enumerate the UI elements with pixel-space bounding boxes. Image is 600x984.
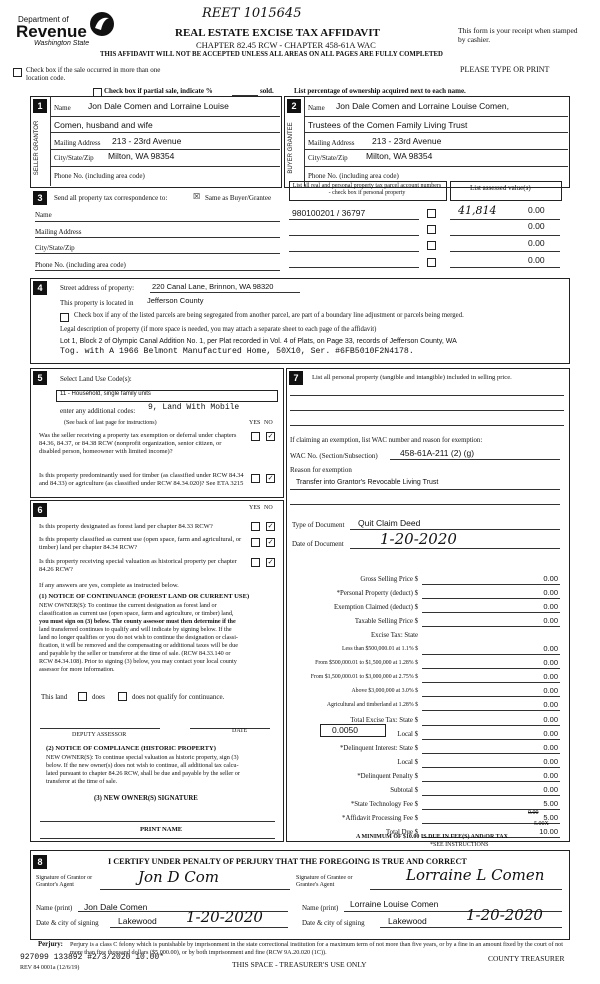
seller-city-state-zip[interactable]: Milton, WA 98354 [108, 151, 175, 161]
county-treasurer: COUNTY TREASURER [488, 954, 565, 963]
grantee-city[interactable]: Lakewood [388, 916, 427, 926]
section5-no-header: NO [264, 420, 273, 426]
notice1-line: you must sign on (3) below. The county assessor must then determine if the [39, 618, 236, 625]
cashier-stamp: 927099 133892 #2/3/2020 10.00* [20, 953, 165, 962]
minimum-due: A MINIMUM OF $10.00 IS DUE IN FEE(S) AND/OR TAX [356, 834, 508, 840]
send-correspondence-label: Send all property tax correspondence to: [54, 194, 168, 202]
corr-phone-label: Phone No. (including area code) [35, 261, 126, 269]
form-warning: THIS AFFIDAVIT WILL NOT BE ACCEPTED UNLESS ALL AREAS ON ALL PAGES ARE FULLY COMPLETED [100, 51, 443, 58]
grantee-date[interactable]: 1-20-2020 [466, 906, 543, 924]
tax-row-value[interactable]: 0.00 [543, 700, 558, 710]
new-owner-signature-title: (3) NEW OWNER(S) SIGNATURE [94, 795, 198, 802]
assessed-value-2[interactable]: 0.00 [528, 221, 545, 231]
notice-continuance-title: (1) NOTICE OF CONTINUANCE (FOREST LAND OR CURRENT USE) [39, 593, 250, 600]
section6-question3: Is this property receiving special valuation as historical property per chapter 84.26 RCW? [39, 558, 237, 573]
tax-row-value[interactable]: 0.00 [543, 784, 558, 794]
assessed-value-3[interactable]: 0.00 [528, 238, 545, 248]
personal-property-checkbox-2[interactable] [427, 225, 436, 234]
buyer-name-line2[interactable]: Trustees of the Comen Family Living Trust [308, 120, 468, 130]
personal-property-checkbox-4[interactable] [427, 258, 436, 267]
segregated-checkbox[interactable] [60, 313, 69, 322]
buyer-mail-label: Mailing Address [308, 139, 355, 147]
certify-statement: I CERTIFY UNDER PENALTY OF PERJURY THAT THE FOREGOING IS TRUE AND CORRECT [108, 857, 467, 866]
tax-row-label: Total Excise Tax: State $ [350, 716, 418, 724]
doc-type-label: Type of Document [292, 521, 345, 529]
seller-phone-label: Phone No. (including area code) [54, 172, 145, 180]
seller-name[interactable]: Jon Dale Comen and Lorraine Louise [88, 101, 229, 111]
corr-city-label: City/State/Zip [35, 244, 75, 252]
historic-yes-checkbox[interactable] [251, 558, 260, 567]
assessed-header: List assessed value(s) [470, 184, 531, 192]
q1-no-checkbox[interactable]: ✓ [267, 432, 274, 440]
tax-row-value[interactable]: 0.00 [543, 686, 558, 696]
tax-row-value[interactable]: 0.00 [543, 658, 558, 668]
tax-row-value[interactable]: 5.00 [543, 812, 558, 822]
personal-property-checkbox-3[interactable] [427, 241, 436, 250]
forest-yes-checkbox[interactable] [251, 522, 260, 531]
additional-codes-value[interactable]: 9, Land With Mobile [148, 403, 240, 412]
partial-sale-label: Check box if partial sale, indicate % [104, 87, 213, 95]
section5-question2: Is this property predominantly used for timber (as classified under RCW 84.34 and 84.33) or agriculture (as classified under RCW 84.34.020)? See ETA 3215 [39, 472, 244, 487]
assessor-date-label: DATE [232, 728, 248, 734]
parcel-number-1[interactable]: 980100201 / 36797 [292, 208, 366, 218]
buyer-phone-label: Phone No. (including area code) [308, 172, 399, 180]
tax-row-value[interactable]: 0.00 [543, 616, 558, 626]
section-3-number: 3 [33, 191, 47, 205]
historic-no-checkbox[interactable]: ✓ [267, 558, 274, 566]
affidavit-fee-struck: 0.00 [528, 810, 539, 816]
grantor-date[interactable]: 1-20-2020 [186, 908, 263, 926]
section-7-number: 7 [289, 371, 303, 385]
land-does-checkbox[interactable] [78, 692, 87, 701]
seller-name-line2[interactable]: Comen, husband and wife [54, 120, 153, 130]
land-use-label: Select Land Use Code(s): [60, 375, 132, 383]
print-name-label: PRINT NAME [140, 826, 183, 833]
seller-side-label: SELLER GRANTOR [34, 120, 40, 176]
perjury-text: Perjury is a class C felony which is punishable by imprisonment in the state correctional institution for a maximum term of not more than five years, or by a fine in an amount fixed by the court of not more than five thousand dollars ($5,000.00), or by both imprisonment and fine (RCW 9A.20.020 (1C)). [70, 941, 563, 956]
buyer-city-label: City/State/Zip [308, 154, 348, 162]
tax-row-label: Subtotal $ [390, 786, 418, 794]
same-as-buyer-checkbox[interactable]: ☒ [193, 192, 201, 201]
section-2-number: 2 [287, 99, 301, 113]
q2-yes-checkbox[interactable] [251, 474, 260, 483]
current-use-no-checkbox[interactable]: ✓ [267, 538, 274, 546]
tax-row-label: Exemption Claimed (deduct) $ [334, 604, 418, 612]
doc-date[interactable]: 1-20-2020 [380, 530, 457, 548]
section5-yes-header: YES [249, 420, 261, 426]
forest-no-checkbox[interactable]: ✓ [267, 522, 274, 530]
grantee-name-print-label: Name (print) [302, 904, 339, 912]
multi-location-label: Check box if the sale occurred in more than one location code. [26, 66, 161, 82]
grantor-signature[interactable]: Jon D Com [138, 868, 219, 886]
assessed-value-handwritten: 41,814 [458, 204, 497, 217]
tax-row-label: Less than $500,000.01 at 1.1% $ [342, 646, 418, 653]
seller-mailing-address[interactable]: 213 - 23rd Avenue [112, 136, 182, 146]
notice2-line: lated pursuant to chapter 84.26 RCW, shall be due and payable by the seller or [46, 770, 240, 777]
grantor-city[interactable]: Lakewood [118, 916, 157, 926]
tax-row-value[interactable]: 0.00 [543, 756, 558, 766]
sold-label: sold. [260, 87, 274, 95]
tax-row-value[interactable]: 0.00 [543, 574, 558, 583]
doc-type[interactable]: Quit Claim Deed [358, 518, 421, 528]
see-instructions: *SEE INSTRUCTIONS [430, 842, 489, 848]
parcel-header: List all real and personal property tax parcel account numbers - check box if personal property [292, 183, 442, 196]
same-as-buyer-label: Same as Buyer/Grantee [205, 194, 272, 202]
grantor-signature-label: Signature of Grantor or Grantor's Agent [36, 875, 93, 888]
additional-codes-label: enter any additional codes: [60, 407, 136, 415]
grantee-date-city-label: Date & city of signing [302, 919, 365, 927]
wac-label: WAC No. (Section/Subsection) [290, 452, 378, 460]
treasurer-use-only: THIS SPACE - TREASURER'S USE ONLY [232, 960, 367, 969]
q1-yes-checkbox[interactable] [251, 432, 260, 441]
assessed-value-1[interactable]: 0.00 [528, 205, 545, 215]
buyer-mailing-address[interactable]: 213 - 23rd Avenue [372, 136, 442, 146]
q2-no-checkbox[interactable]: ✓ [267, 474, 274, 482]
tax-row-label: From $500,000.01 to $1,500,000 at 1.28% $ [315, 660, 418, 667]
section-4-number: 4 [33, 281, 47, 295]
local-rate: 0.0050 [332, 725, 358, 735]
see-back-note: (See back of last page for instructions) [64, 420, 157, 426]
tax-row-label: Agricultural and timberland at 1.28% $ [326, 702, 418, 709]
seller-mail-label: Mailing Address [54, 139, 101, 147]
revenue-logo-icon [89, 10, 115, 38]
section-8-number: 8 [33, 855, 47, 869]
tax-row-label: *Affidavit Processing Fee $ [342, 814, 418, 822]
corr-mail-label: Mailing Address [35, 228, 82, 236]
street-address[interactable]: 220 Canal Lane, Brinnon, WA 98320 [152, 282, 274, 291]
current-use-yes-checkbox[interactable] [251, 538, 260, 547]
land-use-value: 11 - Household, single family units [60, 391, 151, 397]
notice1-line: assessor for more information. [39, 666, 115, 673]
buyer-name[interactable]: Jon Dale Comen and Lorraine Louise Comen, [336, 101, 509, 111]
dept-line1: Department of [18, 15, 69, 24]
grantor-printed-name[interactable]: Jon Dale Comen [84, 902, 148, 912]
tax-row-value[interactable]: 0.00 [543, 602, 558, 612]
tax-row-label: *Delinquent Penalty $ [357, 772, 418, 780]
tax-row-value[interactable]: 0.00 [543, 714, 558, 724]
land-does-not-checkbox[interactable] [118, 692, 127, 701]
notice2-line: transferor at the time of sale. [46, 778, 118, 785]
please-type: PLEASE TYPE OR PRINT [460, 65, 550, 74]
tax-row-value[interactable]: 0.00 [543, 672, 558, 682]
tax-row-value[interactable]: 10.00 [539, 826, 558, 836]
seller-name-label: Name [54, 104, 71, 112]
buyer-name-label: Name [308, 104, 325, 112]
personal-property-list-label: List all personal property (tangible and intangible) included in selling price. [312, 374, 512, 381]
buyer-side-label: BUYER GRANTEE [288, 122, 294, 174]
segregated-label: Check box if any of the listed parcels are being segregated from another parcel, are part of a boundary line adjustment or parcels being merged. [74, 312, 464, 319]
section5-question1: Was the seller receiving a property tax exemption or deferral under chapters 84.36, 84.37, or 84.38 RCW (nonprofit organization, senior citizen, or disabled person, homeowner with limited income)? [39, 432, 237, 455]
receipt-note: This form is your receipt when stamped by cashier. [458, 26, 578, 44]
if-yes-note: If any answers are yes, complete as instructed below. [39, 582, 179, 589]
deputy-assessor-label: DEPUTY ASSESSOR [72, 732, 127, 738]
tax-row-label: Local $ [397, 758, 418, 766]
notice-compliance-title: (2) NOTICE OF COMPLIANCE (HISTORIC PROPERTY) [46, 745, 216, 752]
notice1-line: RCW 84.34.108). Prior to signing (3) below, you may contact your local county [39, 658, 237, 665]
notice2-line: below. If the new owner(s) does not wish to continue, all additional tax calcu- [46, 762, 239, 769]
section-1-number: 1 [33, 99, 47, 113]
tax-row-label: *State Technology Fee $ [350, 800, 418, 808]
perjury-label: Perjury: [38, 941, 63, 948]
legal-description-label: Legal description of property (if more space is needed, you may attach a separate sheet to each page of the affidavit) [60, 326, 377, 333]
personal-property-checkbox-1[interactable] [427, 209, 436, 218]
does-label: does [92, 693, 105, 701]
notice1-line: and payable by the seller or transferor at the time of sale. (RCW 84.33.140 or [39, 650, 231, 657]
county[interactable]: Jefferson County [147, 296, 204, 305]
tax-row-label: Total Due $ [386, 828, 418, 836]
tax-row-value[interactable]: 0.00 [543, 728, 558, 738]
buyer-city-state-zip[interactable]: Milton, WA 98354 [366, 151, 433, 161]
notice1-line: land transferred continues to qualify and will indicate by signing below. If the [39, 626, 232, 633]
tax-row-label: From $1,500,000.01 to $3,000,000 at 2.75% $ [310, 674, 418, 681]
tax-row-value[interactable]: 5.00 [543, 798, 558, 808]
form-chapter: CHAPTER 82.45 RCW - CHAPTER 458-61A WAC [196, 40, 376, 50]
assessed-value-4[interactable]: 0.00 [528, 255, 545, 265]
legal-description-line2[interactable]: Tog. with A 1966 Belmont Manufactured Home, 50X10, Ser. #6FB5010F2N4178. [60, 347, 414, 356]
form-revision: REV 84 0001a (12/6/19) [20, 965, 80, 971]
located-label: This property is located in [60, 299, 134, 307]
notice1-line: NEW OWNER(S): To continue the current designation as forest land or [39, 602, 217, 609]
seller-city-label: City/State/Zip [54, 154, 94, 162]
tax-row-label: Taxable Selling Price $ [354, 618, 418, 626]
notice1-line: fication, it will be removed and the compensating or additional taxes will be due [39, 642, 238, 649]
notice1-line: land no longer qualifies or you do not wish to continue the designation or classi- [39, 634, 238, 641]
reason-label: Reason for exemption [290, 466, 352, 474]
this-land-label: This land [41, 693, 68, 701]
exemption-reason[interactable]: Transfer into Grantor's Revocable Living Trust [296, 479, 439, 486]
corr-name-label: Name [35, 211, 52, 219]
total-due-struck: 5.00X [534, 821, 549, 827]
grantee-signature[interactable]: Lorraine L Comen [406, 866, 545, 884]
section6-question1: Is this property designated as forest land per chapter 84.33 RCW? [39, 523, 213, 530]
section-6-number: 6 [33, 503, 47, 517]
tax-row-value[interactable]: 0.00 [543, 644, 558, 654]
dept-line3: Washington State [34, 40, 90, 47]
grantee-printed-name[interactable]: Lorraine Louise Comen [350, 899, 439, 909]
tax-row-value[interactable]: 0.00 [543, 742, 558, 752]
grantor-name-print-label: Name (print) [36, 904, 73, 912]
does-not-label: does not qualify for continuance. [132, 693, 225, 701]
tax-row-value[interactable]: 0.00 [543, 770, 558, 780]
section6-no-header: NO [264, 505, 273, 511]
tax-row-value[interactable]: 0.00 [543, 588, 558, 598]
handwritten-reference: REET 1015645 [202, 6, 302, 21]
legal-description-line1[interactable]: Lot 1, Block 2 of Olympic Canal Addition No. 1, per Plat recorded in Vol. 4 of Plats, on Page 33, records of Jefferson County, WA [60, 338, 457, 345]
dept-logo-text: Revenue [16, 22, 87, 41]
section6-yes-header: YES [249, 505, 261, 511]
tax-row-label: *Personal Property (deduct) $ [336, 590, 418, 598]
section6-question2: Is this property classified as current use (open space, farm and agricultural, or timber) land per chapter 84.34 RCW? [39, 536, 242, 551]
form-title: REAL ESTATE EXCISE TAX AFFIDAVIT [175, 27, 380, 39]
notice1-line: classification as current use (open space, farm and agriculture, or timber) land, [39, 610, 234, 617]
doc-date-label: Date of Document [292, 540, 344, 548]
tax-row-label: Local $ [397, 730, 418, 738]
wac-number[interactable]: 458-61A-211 (2) (g) [400, 448, 475, 458]
grantor-date-city-label: Date & city of signing [36, 919, 99, 927]
tax-row-label: Excise Tax: State [371, 632, 418, 640]
exemption-label: If claiming an exemption, list WAC number and reason for exemption: [290, 437, 483, 444]
notice2-line: NEW OWNER(S): To continue special valuation as historic property, sign (3) [46, 754, 239, 761]
list-percentage: List percentage of ownership acquired next to each name. [294, 87, 466, 95]
grantee-signature-label: Signature of Grantee or Grantee's Agent [296, 875, 353, 888]
section-5-number: 5 [33, 371, 47, 385]
tax-row-label: *Delinquent Interest: State $ [340, 744, 418, 752]
tax-row-label: Gross Selling Price $ [360, 576, 418, 583]
street-label: Street address of property: [60, 284, 135, 292]
tax-row-label: Above $3,000,000 at 3.0% $ [351, 688, 418, 695]
multi-location-checkbox[interactable] [13, 68, 22, 77]
